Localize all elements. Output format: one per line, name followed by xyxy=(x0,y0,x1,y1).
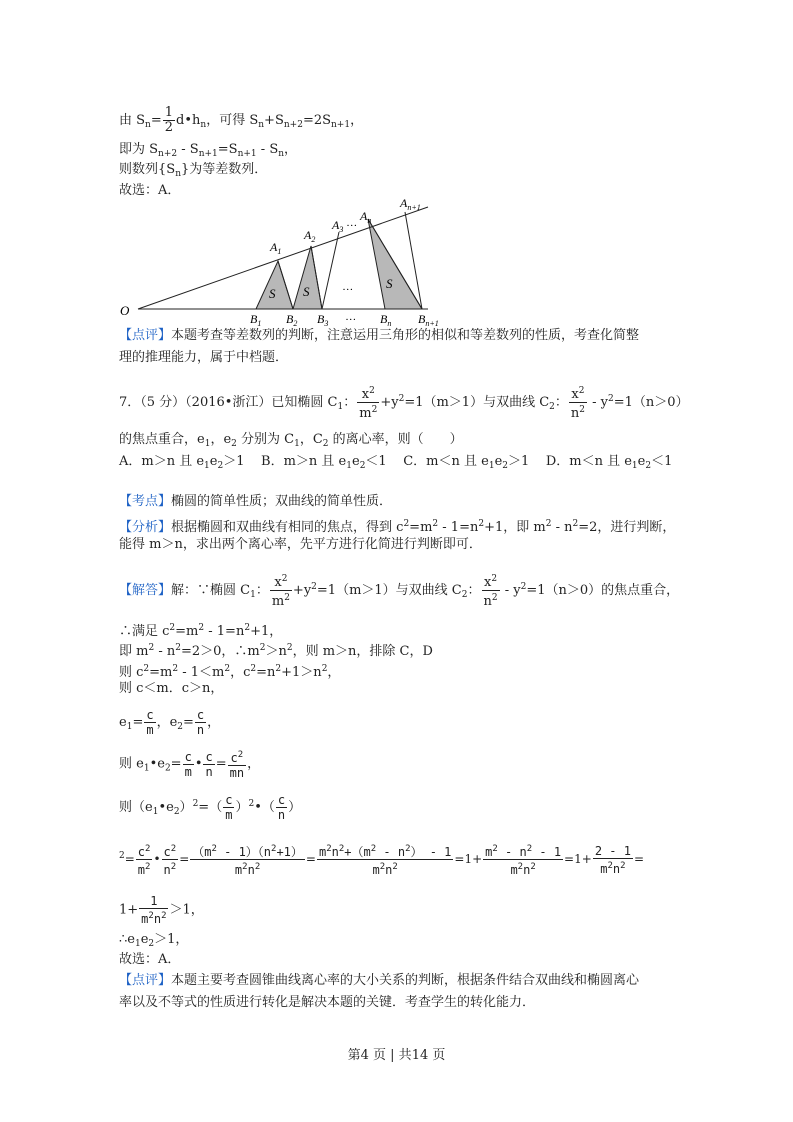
jieda-line-5: 则 c＜m．c＞n， xyxy=(119,681,224,696)
jieda-line-3: 即 $m^2 - n^2=2>0$，$\therefore m^2>n^2$，则 m＞n，排除 C，D xyxy=(119,643,433,659)
label-A3: $A_3$ xyxy=(332,218,344,234)
prev-line-2: 即为 $S_{n+2} - S_{n+1}=S_{n+1} - S_n$， xyxy=(119,142,298,159)
jieda-line-2: ∴满足 $c^2=m^2 - 1=n^2+1$， xyxy=(119,623,283,639)
jieda-line-11: $\therefore e_1e_2>1$， xyxy=(119,932,189,949)
jieda-line-1: 【解答】解：∵椭圆 $C_1$： $\frac{x^2}{m^2}$ $+y^2=1(m>1)$与双曲线 $C_2$： $\frac{x^2}{n^2}$ - $y^2=1(n>0)$的焦点重合， xyxy=(119,574,680,609)
label-B1: $B_1$ xyxy=(250,312,262,326)
review-2-line-2: 率以及不等式的性质进行转化是解决本题的关键．考查学生的转化能力． xyxy=(119,995,536,1010)
label-dots-bottom: … xyxy=(346,311,356,323)
label-A2: $A_2$ xyxy=(304,228,316,244)
fenxi-line-2: 能得 m＞n，求出两个离心率，先平方进行化简进行判断即可． xyxy=(119,537,482,552)
option-c[interactable]: C．m＜n 且 $e_1e_2>1$ xyxy=(403,454,530,471)
label-dots-mid: … xyxy=(343,281,353,293)
review-2-line-1: 【点评】本题主要考查圆锥曲线离心率的大小关系的判断，根据条件结合双曲线和椭圆离心 xyxy=(119,973,640,988)
review-1-line-2: 理的推理能力，属于中档题． xyxy=(119,350,289,365)
q7-options xyxy=(119,454,672,474)
prev-line-3: 则数列$\{S_n\}$为等差数列． xyxy=(119,162,268,179)
label-O: O xyxy=(120,303,130,318)
q7-line-1: 7．（5 分）（2016•浙江）已知椭圆 $C_1$： $\frac{x^2}{m^2}$ $+y^2=1(m>1)$与双曲线 $C_2$： $\frac{x^2}{n^2}$ - $y^2=1(n>0)$ xyxy=(119,386,689,421)
prev-line-1: 由 $S_n=$ $\frac{1}{2}$ $d•h_n$，可得 $S_n+S_{n+2}=2S_{n+1}$， xyxy=(119,105,364,135)
label-B2: $B_2$ xyxy=(286,312,298,326)
jieda-line-7: 则 $e_1•e_2=$ $\frac{c}{m}$ • $\frac{c}{n}$ = $\frac{c^2}{mn}$ ， xyxy=(119,749,261,780)
option-b[interactable]: B．m＞n 且 $e_1e_2<1$ xyxy=(261,454,387,471)
label-S-1: S xyxy=(269,286,276,301)
label-An1: $A_{n+1}$ xyxy=(400,196,421,212)
fenxi-line-1: 【分析】根据椭圆和双曲线有相同的焦点，得到 $c^2=m^2 - 1=n^2+1$，即 $m^2 - n^2=2$，进行判断， xyxy=(119,519,676,535)
jieda-line-8: 则$(e_1•e_2)^2=$（ $\frac{c}{m}$ ）$^2$•（ $\frac{c}{n}$ ） xyxy=(119,793,302,822)
shaded-triangle-2 xyxy=(293,246,322,309)
label-dots-top: … xyxy=(347,217,357,229)
triangle-figure xyxy=(110,196,450,326)
jieda-line-12: 故选：A． xyxy=(119,952,181,967)
jieda-line-6: $e_1=$ $\frac{c}{m}$ ，$e_2=$ $\frac{c}{n}$ ， xyxy=(119,708,221,737)
label-S-2: S xyxy=(303,284,310,299)
review-1-line-1: 【点评】本题考查等差数列的判断，注意运用三角形的相似和等差数列的性质，考查化简整 xyxy=(119,328,640,343)
label-S-n: S xyxy=(386,276,393,291)
option-a[interactable]: A．m＞n 且 $e_1e_2>1$ xyxy=(119,454,245,471)
label-B3: $B_3$ xyxy=(317,312,329,326)
shaded-triangle-1 xyxy=(256,261,293,309)
q7-line-2: 的焦点重合，$e_1$，$e_2$ 分别为 $C_1$，$C_2$ 的离心率，则（ ） xyxy=(119,432,463,449)
label-An: $A_n$ xyxy=(360,209,372,225)
option-d[interactable]: D．m＜n 且 $e_1e_2<1$ xyxy=(545,454,673,471)
kaodian-line: 【考点】椭圆的简单性质；双曲线的简单性质． xyxy=(119,494,393,509)
jieda-line-4: 则 $c^2=m^2 - 1<m^2$，$c^2=n^2+1>n^2$， xyxy=(119,664,341,680)
page-footer: 第4 页 | 共14 页 xyxy=(347,1048,446,1063)
jieda-line-10: 1+ $\frac{1}{m^2n^2}$ ＞1， xyxy=(119,894,204,926)
label-Bn1: $B_{n+1}$ xyxy=(418,312,439,326)
prev-line-4: 故选：A． xyxy=(119,183,181,198)
jieda-line-9: $^2$= $\frac{c^2}{m^2}$ • $\frac{c^2}{n^2}$ = $\frac{(m^2 - 1)(n^2+1)}{m^2n^2}$ = $\frac{m^2n^2+(m^2 - n^2) - 1}{m^2n^2}$ =1+ $\frac{m^2 - n^2 - 1}{m^2n^2}$ =1+ $\frac{2 - 1}{m^2n^2}$ = xyxy=(119,843,644,877)
label-Bn: $B_n$ xyxy=(380,312,392,326)
label-A1: $A_1$ xyxy=(270,240,282,256)
